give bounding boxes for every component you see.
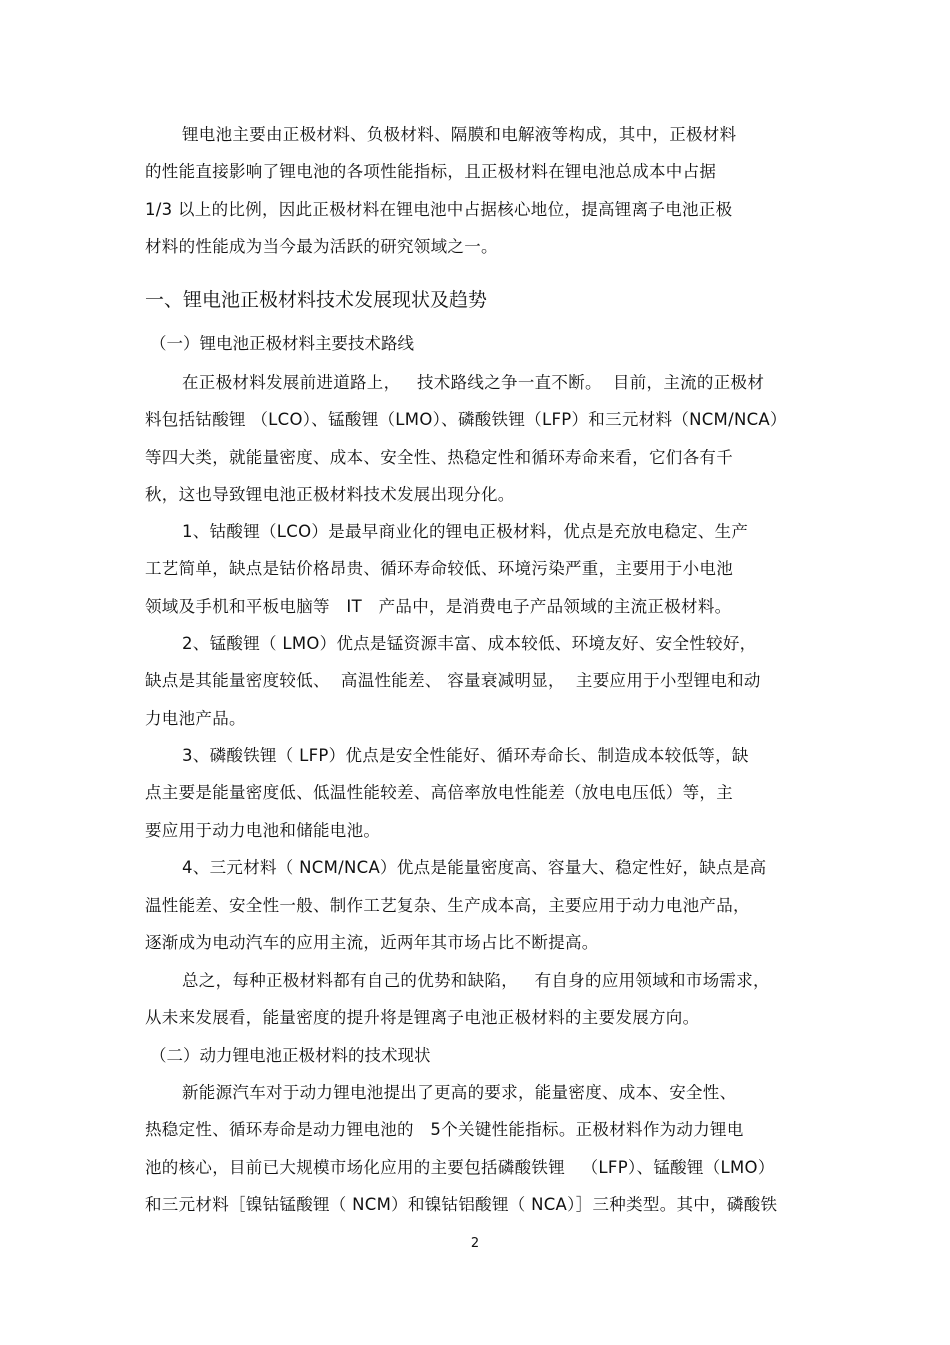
p4-line-1: 3、磷酸铁锂（ LFP）优点是安全性能好、循环寿命长、制造成本较低等，缺 <box>182 746 749 765</box>
p7-line-1: 新能源汽车对于动力锂电池提出了更高的要求，能量密度、成本、安全性、 <box>182 1083 737 1102</box>
intro-line-2: 的性能直接影响了锂电池的各项性能指标，且正极材料在锂电池总成本中占据 <box>145 162 717 181</box>
p5-line-2: 温性能差、安全性一般、制作工艺复杂、生产成本高，主要应用于动力电池产品， <box>145 896 750 915</box>
intro-line-1: 锂电池主要由正极材料、负极材料、隔膜和电解液等构成，其中，正极材料 <box>182 125 737 144</box>
intro-line-4: 材料的性能成为当今最为活跃的研究领域之一。 <box>145 237 498 256</box>
p4-line-3: 要应用于动力电池和储能电池。 <box>145 821 381 840</box>
section-heading-1: 一、锂电池正极材料技术发展现状及趋势 <box>145 289 488 311</box>
p7-line-4: 和三元材料［镍钴锰酸锂（ NCM）和镍钴铝酸锂（ NCA）］三种类型。其中，磷酸铁 <box>145 1195 778 1214</box>
p1-line-3: 等四大类，就能量密度、成本、安全性、热稳定性和循环寿命来看，它们各有千 <box>145 448 733 467</box>
p6-line-1: 总之，每种正极材料都有自己的优势和缺陷， 有自身的应用领域和市场需求， <box>182 971 770 990</box>
p5-line-1: 4、三元材料（ NCM/NCA）优点是能量密度高、容量大、稳定性好，缺点是高 <box>182 858 767 877</box>
p4-line-2: 点主要是能量密度低、低温性能较差、高倍率放电性能差（放电电压低）等，主 <box>145 783 733 802</box>
p2-line-3: 领域及手机和平板电脑等 IT 产品中，是消费电子产品领域的主流正极材料。 <box>145 597 732 616</box>
subsection-heading-2: （二）动力锂电池正极材料的技术现状 <box>150 1046 431 1065</box>
p7-line-3: 池的核心，目前已大规模市场化应用的主要包括磷酸铁锂 （LFP）、锰酸锂（LMO） <box>145 1158 775 1177</box>
p1-line-1: 在正极材料发展前进道路上， 技术路线之争一直不断。 目前，主流的正极材 <box>182 373 765 392</box>
p3-line-1: 2、锰酸锂（ LMO）优点是锰资源丰富、成本较低、环境友好、安全性较好， <box>182 634 757 653</box>
subsection-heading-1: （一）锂电池正极材料主要技术路线 <box>150 334 414 353</box>
p5-line-3: 逐渐成为电动汽车的应用主流，近两年其市场占比不断提高。 <box>145 933 599 952</box>
intro-line-3: 1/3 以上的比例，因此正极材料在锂电池中占据核心地位，提高锂离子电池正极 <box>145 200 733 219</box>
page-number: 2 <box>470 1236 480 1251</box>
p1-line-2: 料包括钴酸锂 （LCO）、锰酸锂（LMO）、磷酸铁锂（LFP）和三元材料（NCM/NCA） <box>145 410 787 429</box>
p7-line-2: 热稳定性、循环寿命是动力锂电池的 5个关键性能指标。正极材料作为动力锂电 <box>145 1120 744 1139</box>
p3-line-2: 缺点是其能量密度较低、 高温性能差、 容量衰减明显， 主要应用于小型锂电和动 <box>145 671 761 690</box>
p2-line-2: 工艺简单，缺点是钴价格昂贵、循环寿命较低、环境污染严重，主要用于小电池 <box>145 559 733 578</box>
p1-line-4: 秋，这也导致锂电池正极材料技术发展出现分化。 <box>145 485 515 504</box>
p3-line-3: 力电池产品。 <box>145 709 246 728</box>
p6-line-2: 从未来发展看，能量密度的提升将是锂离子电池正极材料的主要发展方向。 <box>145 1008 700 1027</box>
p2-line-1: 1、钴酸锂（LCO）是最早商业化的锂电正极材料，优点是充放电稳定、生产 <box>182 522 749 541</box>
